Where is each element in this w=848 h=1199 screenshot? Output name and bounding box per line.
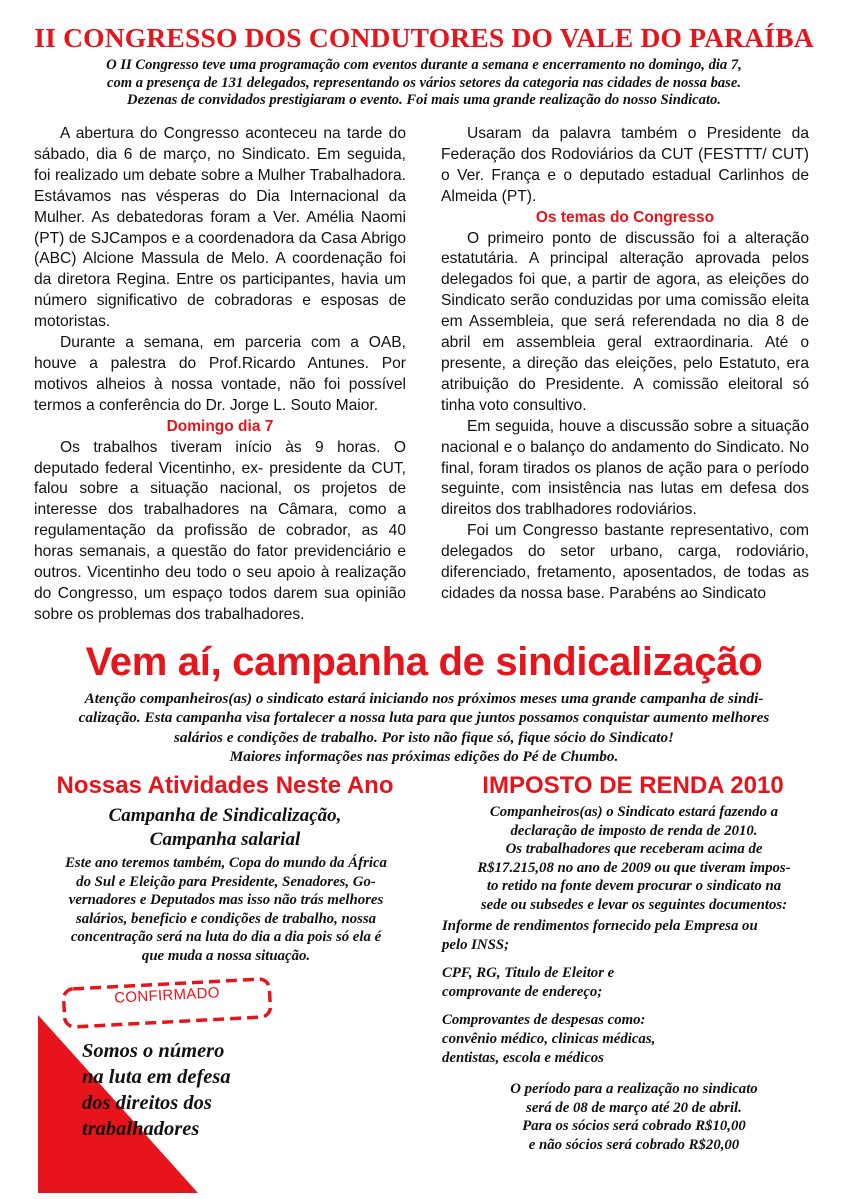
paragraph: Durante a semana, em parceria com a OAB, houve a palestra do Prof.Ricardo Antunes. Por motivos alheios à nossa vontade, não foi possível termos a conferência do Dr. Jorge L. Souto Maior. <box>34 334 406 414</box>
activities-line: concentração será na luta do dia a dia pois só ela é <box>70 929 382 946</box>
campaign-headline: Vem aí, campanha de sindicalização <box>85 640 763 684</box>
tax-line: R$17.215,08 no ano de 2009 ou que tiveram impos- <box>477 859 791 876</box>
paragraph: Usaram da palavra também o Presidente da Federação dos Rodoviários da CUT (FESTTT/ CUT) o Ver. França e o deputado estadual Carlinhos de Almeida (PT). <box>441 125 809 205</box>
tax-line: declaração de imposto de renda de 2010. <box>510 822 758 839</box>
document-item <box>442 917 822 954</box>
document-line: dentistas, escola e médicos <box>442 1049 604 1066</box>
campaign-line: calização. Esta campanha visa fortalecer a nossa luta para que juntos possamos conquistar aumento melhores <box>78 709 770 727</box>
paragraph: Em seguida, houve a discussão sobre a situação nacional e o balanço do andamento do Sindicato. No final, foram tirados os planos de ação para o período seguinte, com insistência nas lutas em defesa dos direitos dos trablhadores rodoviários. <box>441 417 809 519</box>
activities-line: Este ano teremos também, Copa do mundo da África <box>65 855 387 871</box>
activities-subtitle-line: Campanha de Sindicalização, <box>108 805 342 826</box>
paragraph: A abertura do Congresso aconteceu na tarde do sábado, dia 6 de março, no Sindicato. Em seguida, foi realizado um debate sobre a Mulher Trabalhadora. Estávamos nas vésperas do Dia Internacional da Mulher. As debatedoras foram a Ver. Amélia Naomi (PT) de SJCampos e a coordenadora da Casa Abrigo (ABC) Alcione Massula de Melo. A coordenação foi da diretora Regina. Entre os participantes, havia um número significativo de cobradoras e esposas de motoristas. <box>34 125 406 331</box>
activities-line: do Sul e Eleição para Presidente, Senadores, Go- <box>76 873 376 890</box>
tax-line: to retido na fonte devem procurar o sindicato na <box>486 878 782 895</box>
slogan <box>82 1038 312 1142</box>
paragraph: Os trabalhos tiveram início às 9 horas. O deputado federal Vicentinho, ex- presidente da CUT, falou sobre a situação nacional, os projetos de interesse dos trabalhadores na Câmara, como a regulamentação da profissão de cobrador, as 40 horas semanais, a questão do fator previdenciário e outros. Vicentinho deu todo o seu apoio à realização do Congresso, um espaço todos darem sua opinião sobre os problemas dos trabalhadores. <box>34 438 406 623</box>
left-column <box>34 124 406 626</box>
campaign-line: Maiores informações nas próximas edições do Pé de Chumbo. <box>229 748 619 766</box>
paragraph: Foi um Congresso bastante representativo, com delegados do setor urbano, carga, rodoviário, diferenciado, fretamento, aposentados, de todas as cidades da nossa base. Parabéns ao Sindicato <box>441 522 809 602</box>
tax-title: IMPOSTO DE RENDA 2010 <box>482 772 784 799</box>
slogan-line: dos direitos dos <box>82 1092 212 1114</box>
period-line: e não sócios será cobrado R$20,00 <box>528 1136 740 1153</box>
document-line: comprovante de endereço; <box>442 983 603 1000</box>
slogan-line: Somos o número <box>82 1040 225 1062</box>
tax-line: Os trabalhadores que receberam acima de <box>505 841 763 858</box>
campaign-text <box>30 689 818 767</box>
tax-text <box>438 803 830 915</box>
period-line: será de 08 de março até 20 de abril. <box>526 1099 742 1116</box>
section-subtitle: Os temas do Congresso <box>535 208 715 226</box>
document-item <box>442 964 822 1001</box>
period-line: Para os sócios será cobrado R$10,00 <box>522 1118 746 1135</box>
campaign-line: salários e condições de trabalho. Por isto não fique só, fique sócio do Sindicato! <box>174 728 674 746</box>
tax-documents-list <box>442 917 822 1077</box>
document-line: Comprovantes de despesas como: <box>442 1012 646 1029</box>
confirmed-stamp: CONFIRMADO <box>113 984 221 1007</box>
campaign-line: Atenção companheiros(as) o sindicato estará iniciando nos próximos meses uma grande campanha de sindi- <box>84 690 764 707</box>
activities-subtitle-line: Campanha salarial <box>149 829 301 850</box>
document-line: convênio médico, clinicas médicas, <box>442 1030 656 1047</box>
intro-line: O II Congresso teve uma programação com eventos durante a semana e encerramento no domingo, dia 7, <box>106 57 742 73</box>
intro-line: Dezenas de convidados prestigiaram o evento. Foi mais uma grande realização do nosso Sindicato. <box>127 92 721 108</box>
tax-line: Companheiros(as) o Sindicato estará fazendo a <box>489 804 779 820</box>
activities-subtitle <box>20 804 430 852</box>
activities-title: Nossas Atividades Neste Ano <box>56 772 394 799</box>
intro-line: com a presença de 131 delegados, representando os vários setores da categoria nas cidades de nossa base. <box>107 74 741 91</box>
slogan-line: na luta em defesa <box>82 1066 231 1088</box>
paragraph: O primeiro ponto de discussão foi a alteração estatutária. A principal alteração aprovada pelos delegados foi que, a partir de agora, as eleições do Sindicato serão conduzidas por uma comissão eleita em Assembleia, que será referendada no dia 8 de abril em assembleia geral extraordinaria. Até o presente, a direção das eleições, pelo Estatuto, era atribuição do Presidente. A comissão eleitoral só tinha voto consultivo. <box>441 229 809 414</box>
document-line: CPF, RG, Titulo de Eleitor e <box>442 965 615 982</box>
period-line: O período para a realização no sindicato <box>510 1081 758 1097</box>
intro-text <box>40 57 808 110</box>
right-column <box>441 124 809 605</box>
section-subtitle: Domingo dia 7 <box>166 417 274 435</box>
document-item <box>442 1011 822 1067</box>
activities-text <box>30 854 422 966</box>
tax-period <box>438 1080 830 1154</box>
activities-line: que muda a nossa situação. <box>141 947 311 964</box>
slogan-line: trabalhadores <box>82 1118 200 1140</box>
document-line: pelo INSS; <box>442 936 510 953</box>
document-line: Informe de rendimentos fornecido pela Empresa ou <box>442 918 758 934</box>
page-title: II CONGRESSO DOS CONDUTORES DO VALE DO PARAÍBA <box>34 22 814 53</box>
activities-line: vernadores e Deputados mas isso não trás melhores <box>68 892 384 909</box>
activities-line: salários, beneficio e condições de trabalho, nossa <box>75 910 377 927</box>
tax-line: sede ou subsedes e levar os seguintes documentos: <box>480 896 788 913</box>
